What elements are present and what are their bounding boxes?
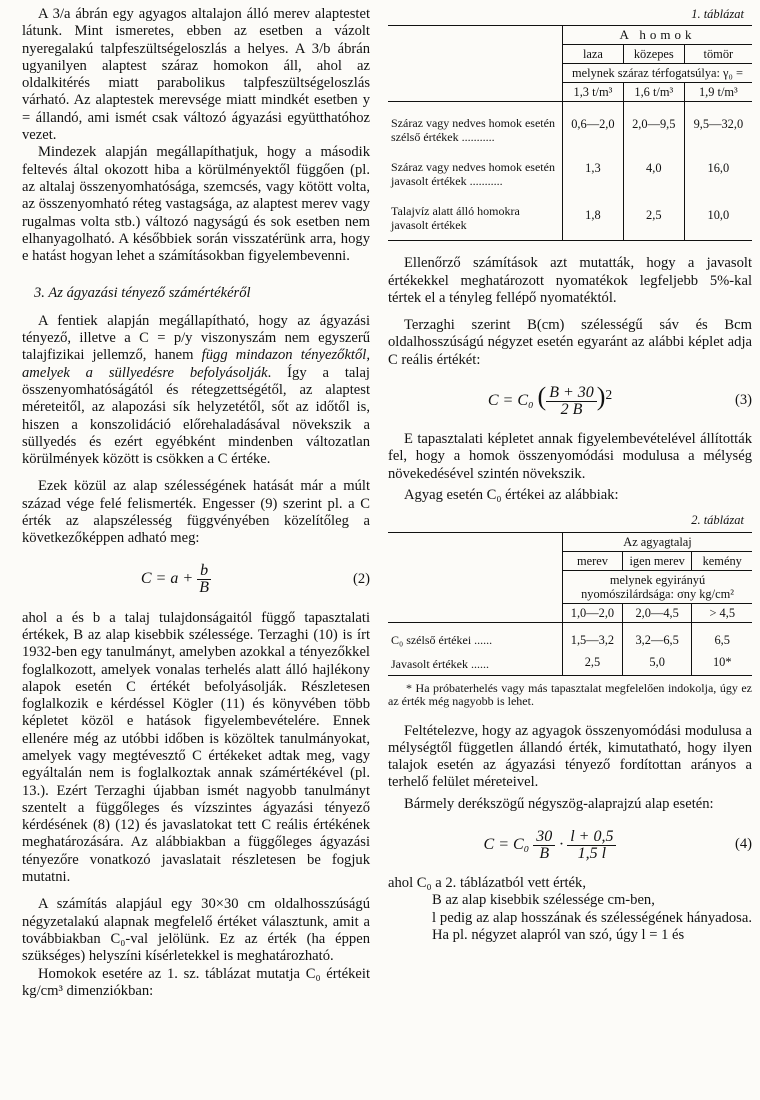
paragraph: ahol a és b a talaj tulajdonságaitól függő tapasztalati értékek, B az alap kisebbik szélessége. Terzaghi (10) is írt 1932-ben egy tanulmányt, amelyben azokkal a tényezőkkel foglalkozott, amelyek vonalas terhelés alatt álló hajlékony alapok esetén C értékét befolyásolják. Részletesen foglalkozik e kérdéssel Kögler (11) és könyvében több képletet közöl e hatások figyelembevételére. Ennek ellenére még az utóbbi időben is közöltek tanulmányokat, amelyek vagy megtévesztő C értékeket adtak meg, vagy egyáltalán nem is foglalkoztak annak számértékével (pl. 13.). Ezért Terzaghi újabban ismét nagyobb tanulmányt szentelt a függőleges és vízszintes ágyazási tényező kérdésének (8) (12) és javaslatokat tett C reális értékének meghatározására. Az alábbiakban a függőleges ágyazási tényezőre vonatkozó javaslatait részletesen be fogjuk mutatni. [22,609,370,886]
equation-2: C = a + $\frac{b}{B}$ (2) [140,562,370,597]
equation-number: (2) [352,570,370,587]
fraction: $\frac{B + 30}{2 B}$ [546,385,597,418]
table-1 [388,25,752,241]
table-cell: 1,3 t/m³ [563,83,624,102]
left-column [22,6,370,1000]
table-subheader: melynek száraz térfogatsúlya: γ₀ = [563,64,753,83]
section-heading: 3. Az ágyazási tényező számértékéről [34,285,251,302]
table-col-header: kemény [692,551,752,570]
table-col-header: igen merev [622,551,692,570]
right-column [388,6,752,944]
paragraph: Mindezek alapján megállapíthatjuk, hogy a második feltevés által okozott hiba a körülményektől függően (pl. az altalaj összenyomhatósága, szemcsés, vagy kötött volta, az összenyomható réteg vastagsága, az alaptest merev vagy rugalmas volta stb.) változó nagyságú és sok esetben nem elhanyagolható. A későbbiek során visszatérünk arra, hogy e hatást hogyan lehet a számításokban figyelembevenni. [22,144,370,265]
paragraph: Agyag esetén C₀ értékei az alábbiak: [404,486,619,503]
table-subheader: melynek egyirányú nyomószilárdsága: σny kg/cm² [563,570,753,603]
paragraph: Ezek közül az alap szélességének hatását már a múlt század vége felé felismerték. Engesser (9) szerint pl. a C érték az alapszélesség függvényében közelítőleg a következőképpen adható meg: [22,478,370,547]
paragraph: Feltételezve, hogy az agyagok összenyomódási modulusa a mélységtől független állandó érték, kimutatható, hogy ilyen talajok esetén az ágyazási tényező fordítottan arányos a terhelő felület méreteivel. [388,722,752,791]
table-cell: 1,0—2,0 [563,603,623,622]
table-col-header: laza [563,45,624,64]
table-row: Száraz vagy nedves homok esetén szélső értékek ........... 0,6—2,0 2,0—9,5 9,5—32,0 [388,102,752,147]
equation-number: (4) [734,836,752,853]
fraction: $\frac{30}{B}$ [533,829,555,862]
table-cell: 1,6 t/m³ [623,83,684,102]
paragraph: Terzaghi szerint B(cm) szélességű sáv és Bcm oldalhosszúságú négyzet esetén egyaránt az alábbi képlet adja C reális értékét: [388,317,752,368]
table-cell: > 4,5 [692,603,752,622]
equation-4: C = C₀ $\frac{30}{B}$ · $\frac{l + 0,5}{1,5 l}$ (4) [483,827,752,862]
table-col-header: merev [563,551,623,570]
paragraph: Ellenőrző számítások azt mutatták, hogy a javasolt értékekkel meghatározott nyomatékok legfeljebb 5%-kal tértek el a tényleg fellépő nyomatéktól. [388,255,752,306]
paragraph: l pedig az alap hosszának és szélességének hányadosa. Ha pl. négyzet alapról van szó, úgy l = 1 és [432,909,752,943]
table-col-header: tömör [684,45,752,64]
table-row: Talajvíz alatt álló homokra javasolt értékek 1,8 2,5 10,0 [388,190,752,241]
paragraph: A 3/a ábrán egy agyagos altalajon álló merev alaptestet látunk. Mint ismeretes, ebben az esetben a vázolt nyeregalakú talpfeszültségeloszlás a helyes. A 3/b ábrán ugyanilyen alaptest száraz homokon áll, ahol az oldalkitérés miatt parabolikus talpfeszültségeloszlás várható. Az alaptestek merevsége miatt mindkét esetben y = állandó, ami ismét csak változó ágyazási együtthatóhoz vezet. [22,6,370,144]
paragraph: Bármely derékszögű négyszög-alaprajzú alap esetén: [404,795,714,812]
table-2 [388,532,752,676]
table-cell: 1,9 t/m³ [684,83,752,102]
table-caption: 2. táblázat [691,513,744,528]
paragraph: ahol C₀ a 2. táblázatból vett érték, [388,875,586,892]
table-group-header: Az agyagtalaj [563,532,753,551]
paragraph: Homokok esetére az 1. sz. táblázat mutatja C₀ értékeit kg/cm³ dimenziókban: [22,965,370,999]
table-row: Száraz vagy nedves homok esetén javasolt értékek ........... 1,3 4,0 16,0 [388,146,752,190]
paragraph: E tapasztalati képletet annak figyelembevételével állították fel, hogy a homok összenyomódási modulusa a mélység növekedésével szintén növekszik. [388,431,752,482]
paragraph: B az alap kisebbik szélessége cm-ben, [432,892,655,909]
table-col-header: közepes [623,45,684,64]
table-row: Javasolt értékek ...... 2,5 5,0 10* [388,649,752,676]
table-row: C₀ szélső értékei ...... 1,5—3,2 3,2—6,5 6,5 [388,622,752,649]
table-cell: 2,0—4,5 [622,603,692,622]
table-caption: 1. táblázat [691,7,744,21]
fraction: $\frac{b}{B}$ [197,563,211,596]
paragraph: A számítás alapjául egy 30×30 cm oldalhosszúságú négyzetalakú alapnak megfelelő értéket választunk, amit a továbbiakban C₀-val jelölünk. Ez az érték (ha éppen szükséges) helyszíni kísérletekkel is meghatározható. [22,896,370,965]
table-group-header: A homok [563,26,753,45]
table-footnote: * Ha próbaterhelés vagy más tapasztalat megfelelően indokolja, úgy ez az érték még nagyobb is lehet. [388,680,752,709]
fraction: $\frac{l + 0,5}{1,5 l}$ [567,829,616,862]
paragraph: A fentiek alapján megállapítható, hogy az ágyazási tényező, illetve a C = p/y viszonyszám nem egyszerű talajfizikai jellemző, hanem függ mindazon tényezőktől, amelyek a süllyedésre befolyásolják. Így a talaj összenyomhatóságától és rétegzettségétől, az alaptest méreteitől, az alapozási sík helyzetétől, sőt az időtől is, hiszen a konszolidáció előrehaladásával növekszik a süllyedés és ezért egyébként mindenben változatlan körülmények között is csökken a C értéke. [22,312,370,468]
equation-3: C = C₀ ( $\frac{B + 30}{2 B}$ )$^2$ (3) [487,381,752,418]
equation-number: (3) [734,392,752,409]
